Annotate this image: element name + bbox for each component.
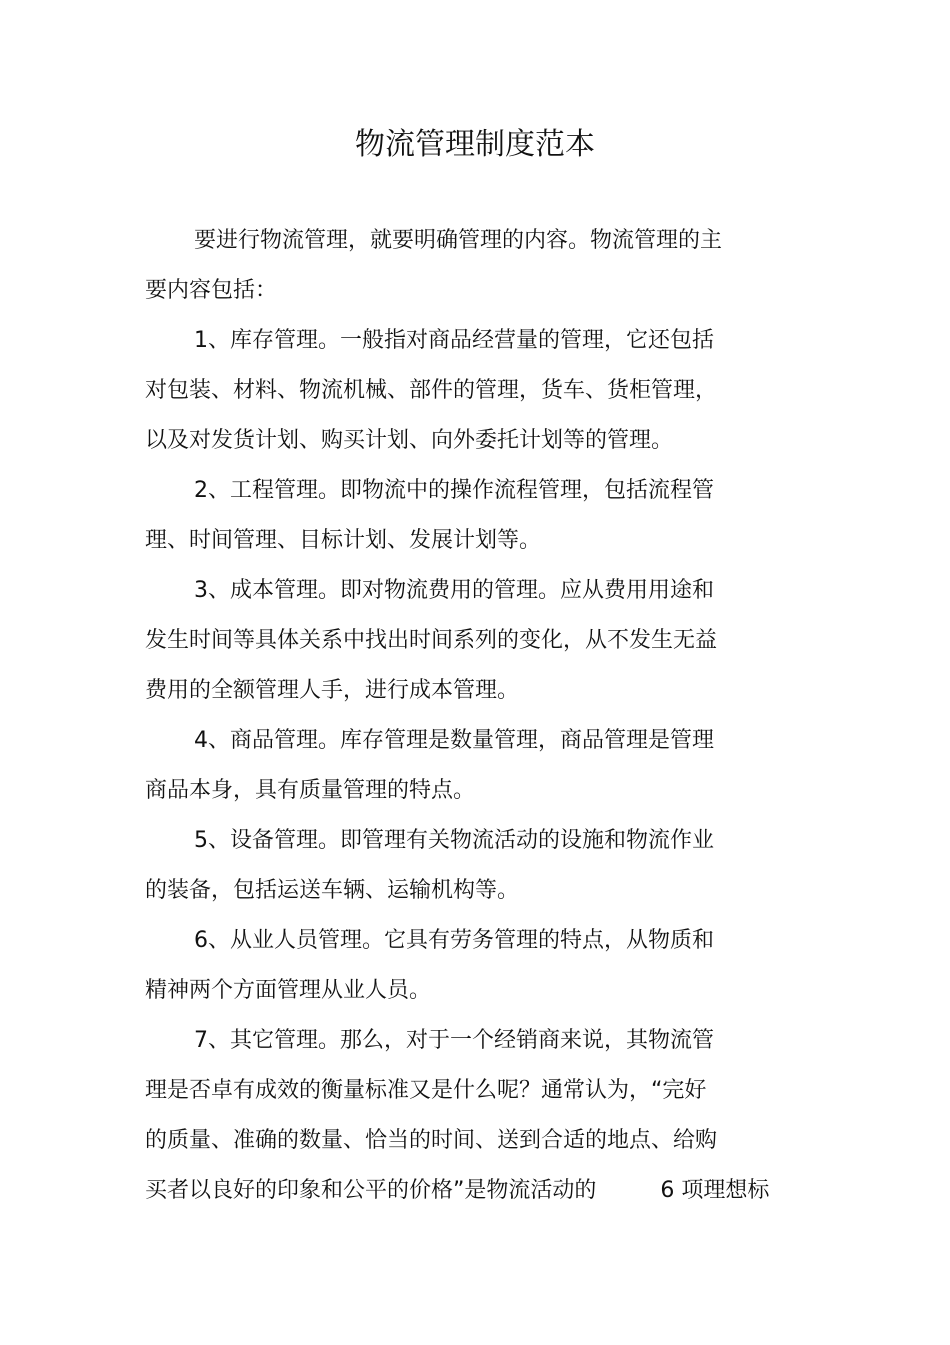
paragraph-line: 6、从业人员管理。它具有劳务管理的特点，从物质和 bbox=[194, 928, 714, 953]
paragraph-line: 要内容包括： bbox=[145, 278, 278, 303]
paragraph-line: 以及对发货计划、购买计划、向外委托计划等的管理。 bbox=[145, 428, 674, 453]
paragraph-line: 2、工程管理。即物流中的操作流程管理，包括流程管 bbox=[194, 478, 714, 503]
paragraph-line: 发生时间等具体关系中找出时间系列的变化，从不发生无益 bbox=[145, 628, 718, 653]
paragraph-line: 的质量、准确的数量、恰当的时间、送到合适的地点、给购 bbox=[145, 1128, 718, 1153]
paragraph-line: 的装备，包括运送车辆、运输机构等。 bbox=[145, 878, 520, 903]
paragraph-line: 理、时间管理、目标计划、发展计划等。 bbox=[145, 528, 542, 553]
document-title: 物流管理制度范本 bbox=[355, 127, 595, 162]
paragraph-line: 7、其它管理。那么，对于一个经销商来说，其物流管 bbox=[194, 1028, 714, 1053]
paragraph-line: 精神两个方面管理从业人员。 bbox=[145, 978, 432, 1003]
paragraph-line: 商品本身，具有质量管理的特点。 bbox=[145, 778, 476, 803]
paragraph-line: 1、库存管理。一般指对商品经营量的管理，它还包括 bbox=[194, 328, 714, 353]
last-line-start: 买者以良好的印象和公平的价格”是物流活动的 bbox=[145, 1178, 597, 1203]
paragraph-line: 要进行物流管理，就要明确管理的内容。物流管理的主 bbox=[194, 228, 723, 253]
paragraph-line: 对包装、材料、物流机械、部件的管理，货车、货柜管理， bbox=[145, 378, 718, 403]
paragraph-line: 3、成本管理。即对物流费用的管理。应从费用用途和 bbox=[194, 578, 714, 603]
paragraph-line-last bbox=[145, 1176, 769, 1206]
paragraph-line: 4、商品管理。库存管理是数量管理，商品管理是管理 bbox=[194, 728, 714, 753]
paragraph-line: 理是否卓有成效的衡量标准又是什么呢？通常认为，“完好 bbox=[145, 1078, 707, 1103]
paragraph-line: 5、设备管理。即管理有关物流活动的设施和物流作业 bbox=[194, 828, 714, 853]
paragraph-line: 费用的全额管理人手，进行成本管理。 bbox=[145, 678, 520, 703]
last-line-end: 6 项理想标 bbox=[660, 1178, 770, 1203]
